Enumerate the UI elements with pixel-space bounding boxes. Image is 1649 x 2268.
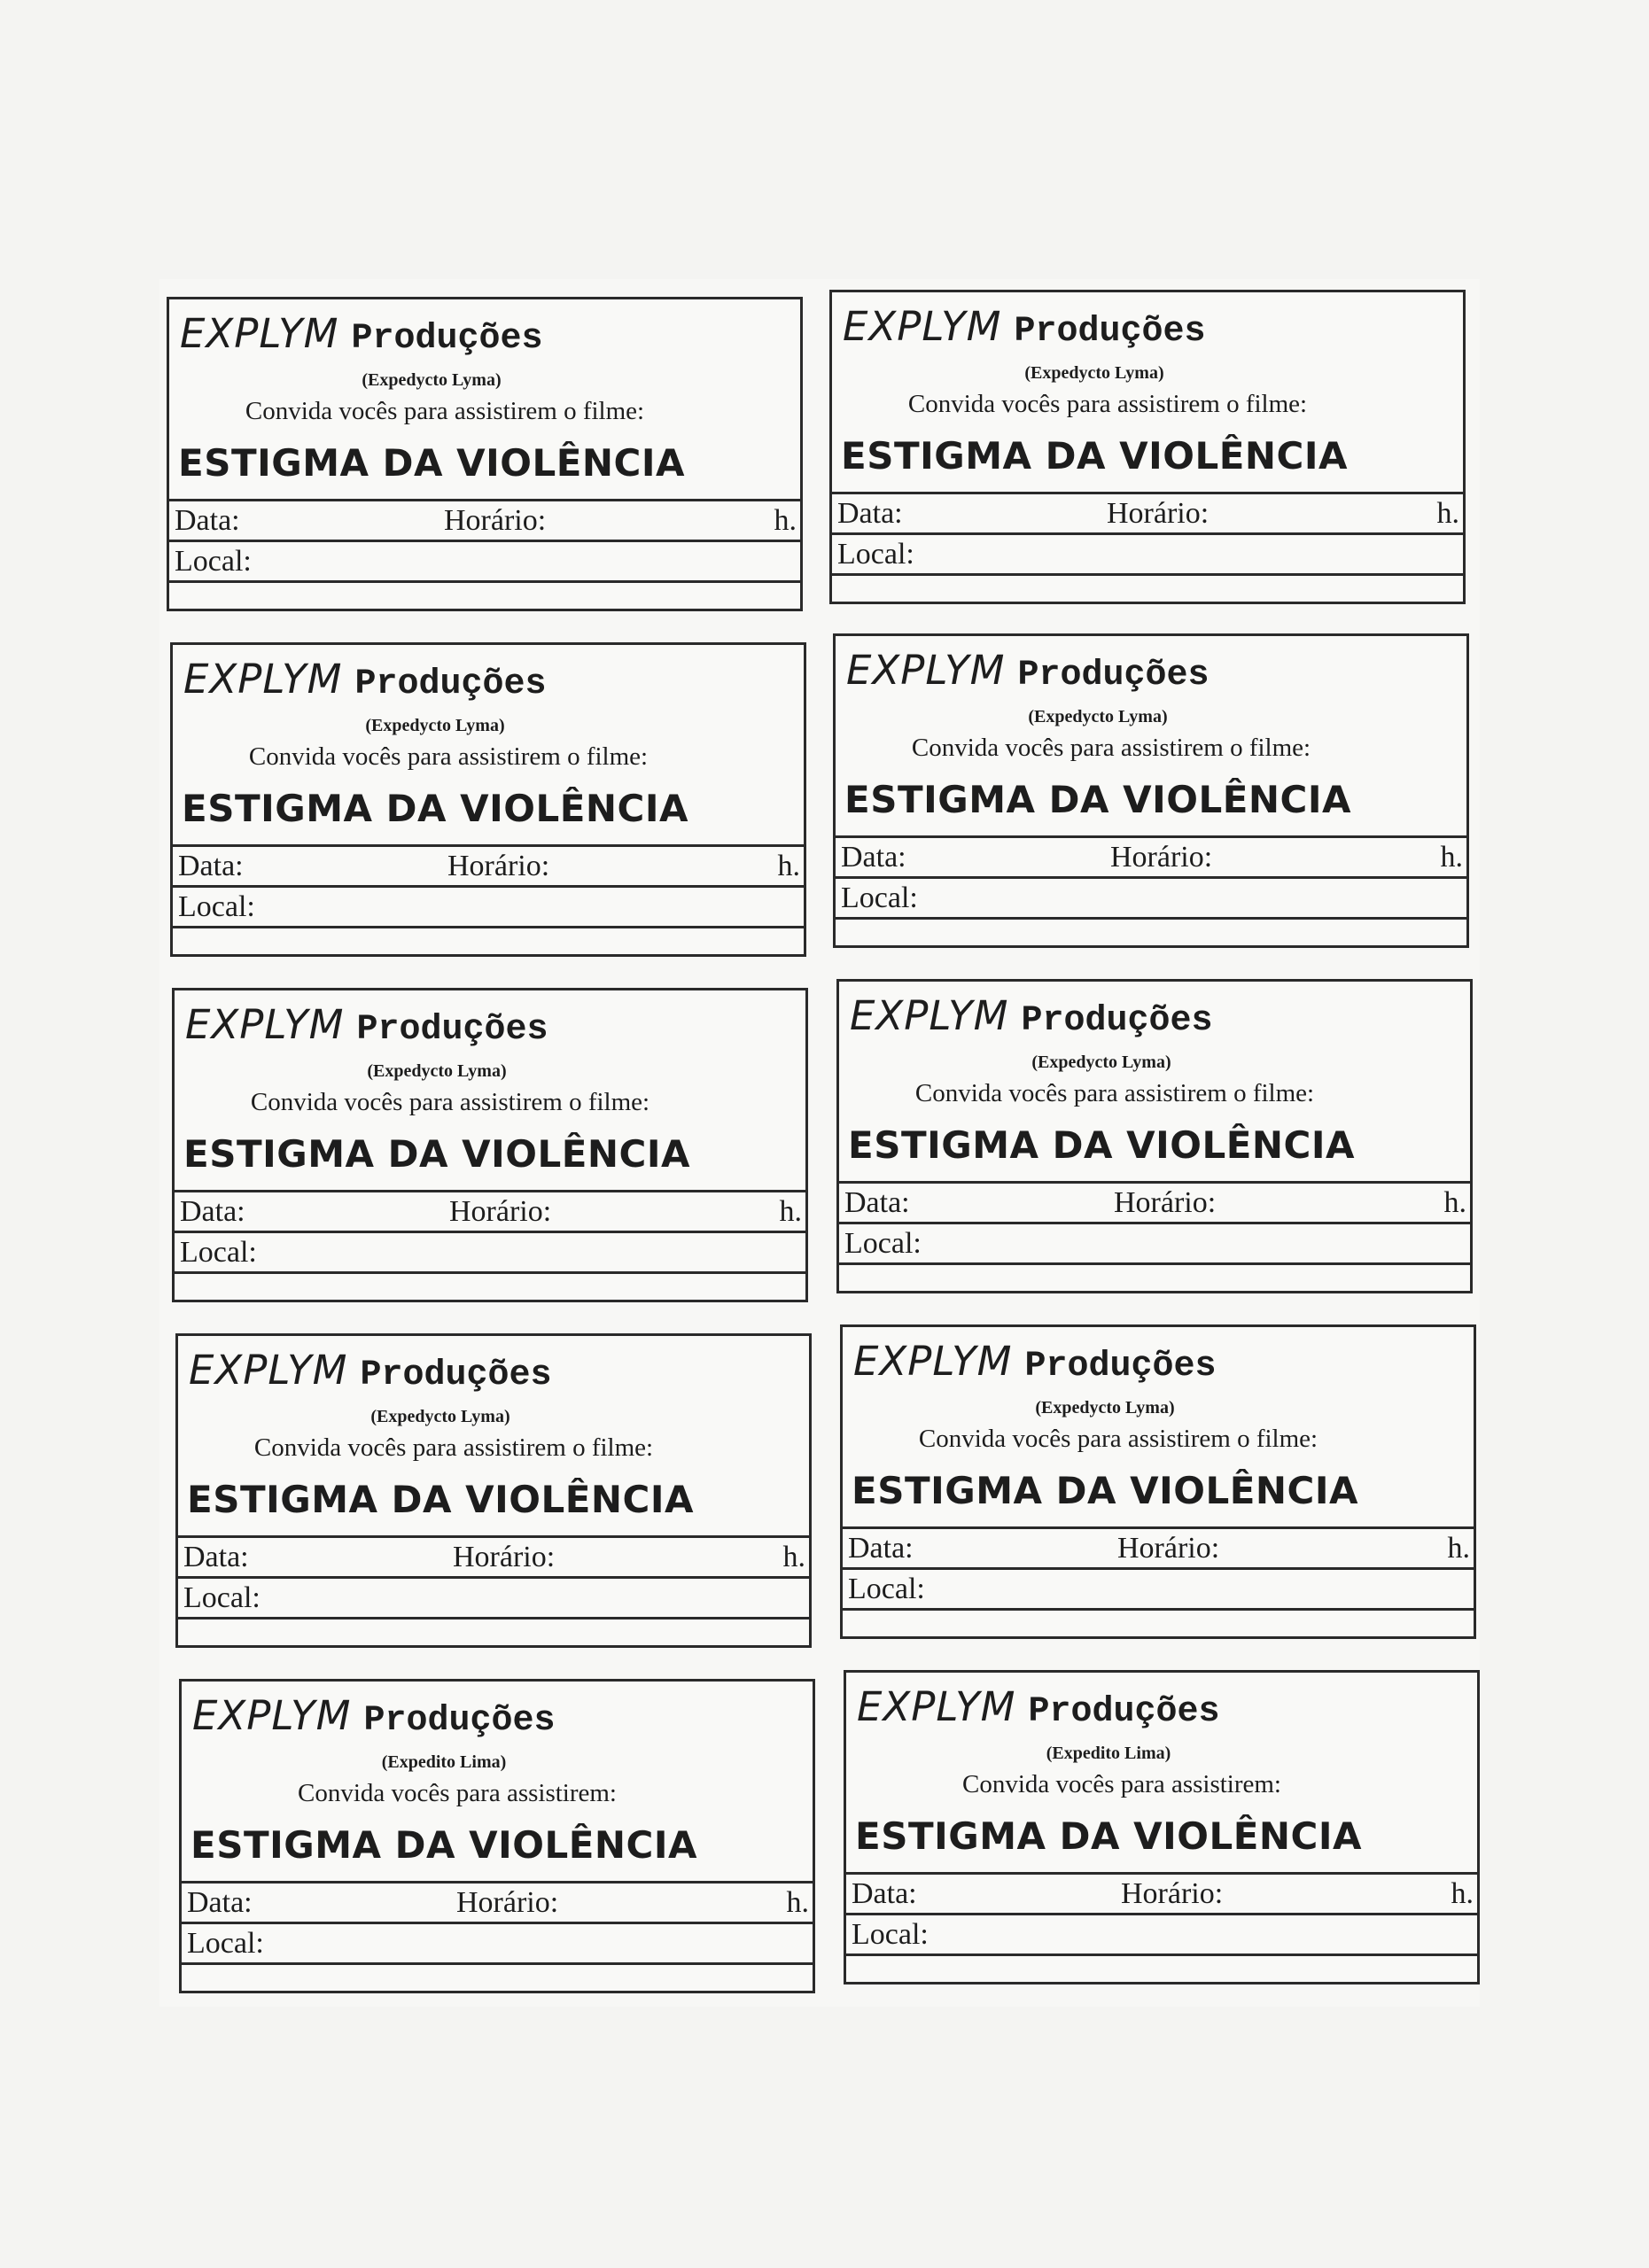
date-label: Data:: [180, 1195, 245, 1228]
place-label: Local:: [178, 890, 255, 923]
brand-name: EXPLYM: [857, 1683, 1016, 1730]
date-label: Data:: [175, 504, 240, 537]
credit-line: (Expedycto Lyma): [362, 370, 502, 390]
invite-line: Convida vocês para assistirem o filme:: [907, 390, 1308, 418]
date-time-row: [169, 499, 800, 540]
place-label: Local:: [852, 1918, 929, 1951]
credit-line: (Expedycto Lyma): [367, 1061, 507, 1081]
invitation-card: [172, 988, 808, 1302]
credit-line: (Expedycto Lyma): [1024, 363, 1164, 383]
film-title: ESTIGMA DA VIOLÊNCIA: [191, 1823, 697, 1867]
blank-row: [846, 1953, 1477, 1987]
time-label: Horário:: [447, 850, 550, 882]
brand-name: EXPLYM: [189, 1347, 348, 1394]
place-label: Local:: [175, 545, 252, 578]
place-row: [173, 885, 804, 926]
time-label: Horário:: [1110, 841, 1213, 874]
time-label: Horário:: [1107, 497, 1210, 530]
brand-line: [180, 310, 543, 359]
brand-name: EXPLYM: [185, 1001, 345, 1048]
card-header: [832, 292, 1463, 492]
invite-line: Convida vocês para assistirem o filme:: [253, 1433, 654, 1462]
date-time-row: [836, 835, 1466, 876]
place-row: [836, 876, 1466, 917]
date-label: Data:: [848, 1532, 914, 1565]
card-header: [173, 645, 804, 844]
brand-name: EXPLYM: [853, 1338, 1013, 1385]
company-name: Produções: [1017, 656, 1210, 695]
credit-line: (Expedito Lima): [1046, 1744, 1171, 1763]
blank-row: [175, 1271, 805, 1305]
company-name: Produções: [351, 319, 543, 359]
card-header: [843, 1327, 1474, 1526]
brand-name: EXPLYM: [850, 992, 1009, 1039]
blank-row: [178, 1617, 809, 1651]
blank-row: [832, 573, 1463, 607]
invitation-card: [840, 1324, 1476, 1639]
place-label: Local:: [841, 882, 918, 914]
brand-line: [843, 303, 1206, 352]
date-label: Data:: [183, 1541, 249, 1573]
invitation-card: [833, 633, 1469, 948]
brand-line: [185, 1001, 548, 1050]
time-label: Horário:: [1117, 1532, 1220, 1565]
place-row: [839, 1222, 1470, 1262]
company-name: Produções: [363, 1701, 556, 1741]
hour-unit: h.: [779, 1195, 802, 1228]
time-label: Horário:: [1114, 1186, 1217, 1219]
card-header: [836, 636, 1466, 835]
date-label: Data:: [841, 841, 906, 874]
card-header: [839, 982, 1470, 1181]
date-time-row: [846, 1872, 1477, 1913]
film-title: ESTIGMA DA VIOLÊNCIA: [187, 1478, 694, 1521]
film-title: ESTIGMA DA VIOLÊNCIA: [855, 1814, 1362, 1858]
hour-unit: h.: [1440, 841, 1463, 874]
credit-line: (Expedito Lima): [381, 1752, 507, 1772]
place-label: Local:: [187, 1927, 264, 1960]
date-time-row: [173, 844, 804, 885]
brand-line: [853, 1338, 1217, 1386]
hour-unit: h.: [1443, 1186, 1466, 1219]
date-label: Data:: [852, 1877, 917, 1910]
place-row: [832, 532, 1463, 573]
date-time-row: [178, 1535, 809, 1576]
brand-name: EXPLYM: [846, 647, 1006, 694]
credit-line: (Expedycto Lyma): [370, 1407, 510, 1426]
invitation-sheet: [159, 279, 1480, 2007]
blank-row: [836, 917, 1466, 951]
hour-unit: h.: [1436, 497, 1459, 530]
credit-line: (Expedycto Lyma): [365, 716, 505, 735]
company-name: Produções: [356, 1010, 548, 1050]
invite-line: Convida vocês para assistirem o filme:: [245, 397, 645, 425]
brand-line: [850, 992, 1213, 1041]
place-label: Local:: [848, 1573, 925, 1605]
place-row: [178, 1576, 809, 1617]
film-title: ESTIGMA DA VIOLÊNCIA: [183, 1132, 690, 1176]
place-label: Local:: [183, 1581, 261, 1614]
hour-unit: h.: [777, 850, 800, 882]
film-title: ESTIGMA DA VIOLÊNCIA: [841, 434, 1348, 478]
hour-unit: h.: [786, 1886, 809, 1919]
film-title: ESTIGMA DA VIOLÊNCIA: [848, 1123, 1355, 1167]
time-label: Horário:: [453, 1541, 556, 1573]
brand-line: [192, 1692, 556, 1741]
blank-row: [839, 1262, 1470, 1296]
time-label: Horário:: [1121, 1877, 1224, 1910]
invitation-card: [179, 1679, 815, 1993]
place-row: [843, 1567, 1474, 1608]
date-label: Data:: [844, 1186, 910, 1219]
company-name: Produções: [1024, 1347, 1217, 1386]
invitation-card: [167, 297, 803, 611]
invite-line: Convida vocês para assistirem o filme:: [914, 1079, 1315, 1107]
date-time-row: [832, 492, 1463, 532]
company-name: Produções: [354, 664, 547, 704]
place-row: [846, 1913, 1477, 1953]
brand-line: [846, 647, 1210, 695]
place-label: Local:: [837, 538, 914, 571]
date-time-row: [175, 1190, 805, 1231]
company-name: Produções: [1021, 1001, 1213, 1041]
card-header: [846, 1673, 1477, 1872]
date-time-row: [182, 1881, 813, 1922]
date-time-row: [843, 1526, 1474, 1567]
credit-line: (Expedycto Lyma): [1035, 1398, 1175, 1418]
credit-line: (Expedycto Lyma): [1031, 1052, 1171, 1072]
brand-line: [183, 656, 547, 704]
time-label: Horário:: [444, 504, 547, 537]
film-title: ESTIGMA DA VIOLÊNCIA: [178, 441, 685, 485]
place-label: Local:: [180, 1236, 257, 1269]
blank-row: [843, 1608, 1474, 1642]
place-row: [182, 1922, 813, 1962]
blank-row: [173, 926, 804, 959]
brand-name: EXPLYM: [843, 303, 1002, 350]
card-header: [178, 1336, 809, 1535]
place-label: Local:: [844, 1227, 922, 1260]
date-label: Data:: [187, 1886, 253, 1919]
invite-line: Convida vocês para assistirem o filme:: [250, 1088, 650, 1116]
brand-line: [857, 1683, 1220, 1732]
invitation-card: [844, 1670, 1480, 1984]
company-name: Produções: [1028, 1692, 1220, 1732]
invite-line: Convida vocês para assistirem o filme:: [918, 1425, 1318, 1453]
film-title: ESTIGMA DA VIOLÊNCIA: [844, 778, 1351, 821]
date-label: Data:: [837, 497, 903, 530]
brand-name: EXPLYM: [192, 1692, 352, 1739]
film-title: ESTIGMA DA VIOLÊNCIA: [852, 1469, 1358, 1512]
date-label: Data:: [178, 850, 244, 882]
invite-line: Convida vocês para assistirem o filme:: [911, 734, 1311, 762]
film-title: ESTIGMA DA VIOLÊNCIA: [182, 787, 688, 830]
blank-row: [169, 580, 800, 614]
invite-line: Convida vocês para assistirem o filme:: [248, 742, 649, 771]
card-header: [175, 990, 805, 1190]
brand-name: EXPLYM: [180, 310, 339, 357]
invite-line: Convida vocês para assistirem:: [962, 1770, 1281, 1798]
invitation-card: [175, 1333, 812, 1648]
card-header: [182, 1682, 813, 1881]
invitation-card: [836, 979, 1473, 1293]
hour-unit: h.: [782, 1541, 805, 1573]
blank-row: [182, 1962, 813, 1996]
brand-name: EXPLYM: [183, 656, 343, 703]
card-header: [169, 299, 800, 499]
date-time-row: [839, 1181, 1470, 1222]
hour-unit: h.: [1451, 1877, 1474, 1910]
company-name: Produções: [1014, 312, 1206, 352]
invite-line: Convida vocês para assistirem:: [298, 1779, 617, 1807]
company-name: Produções: [360, 1355, 552, 1395]
hour-unit: h.: [1447, 1532, 1470, 1565]
time-label: Horário:: [456, 1886, 559, 1919]
credit-line: (Expedycto Lyma): [1028, 707, 1168, 726]
hour-unit: h.: [774, 504, 797, 537]
time-label: Horário:: [449, 1195, 552, 1228]
place-row: [169, 540, 800, 580]
brand-line: [189, 1347, 552, 1395]
invitation-card: [829, 290, 1466, 604]
invitation-card: [170, 642, 806, 957]
place-row: [175, 1231, 805, 1271]
